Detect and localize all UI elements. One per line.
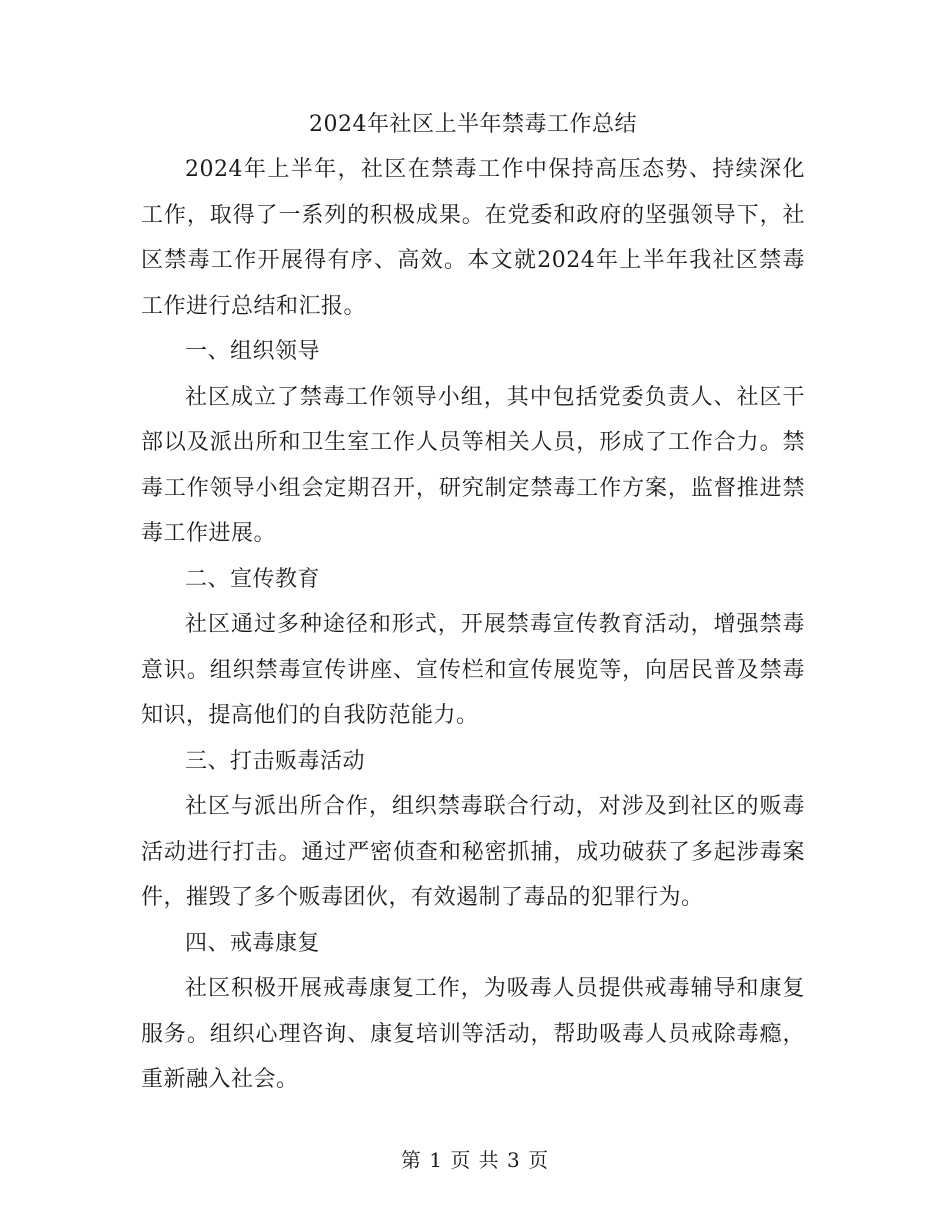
document-title: 2024年社区上半年禁毒工作总结 [309, 112, 637, 137]
section-heading-organization: 一、组织领导 [185, 339, 321, 364]
intro-paragraph: 2024年上半年，社区在禁毒工作中保持高压态势、持续深化工作，取得了一系列的积极成果。在党委和政府的坚强领导下，社区禁毒工作开展得有序、高效。本文就2024年上半年我社区禁毒工作进行总结和汇报。 [141, 157, 805, 319]
section-heading-publicity: 二、宣传教育 [185, 566, 321, 592]
section-paragraph-publicity: 社区通过多种途径和形式，开展禁毒宣传教育活动，增强禁毒意识。组织禁毒宣传讲座、宣传栏和宣传展览等，向居民普及禁毒知识，提高他们的自我防范能力。 [141, 612, 805, 728]
section-heading-crackdown: 三、打击贩毒活动 [185, 748, 366, 774]
document-body [141, 102, 805, 1103]
page-number-footer: 第 1 页 共 3 页 [400, 1148, 550, 1172]
section-paragraph-organization: 社区成立了禁毒工作领导小组，其中包括党委负责人、社区干部以及派出所和卫生室工作人员等相关人员，形成了工作合力。禁毒工作领导小组会定期召开，研究制定禁毒工作方案，监督推进禁毒工作进展。 [141, 384, 805, 546]
section-paragraph-rehabilitation: 社区积极开展戒毒康复工作，为吸毒人员提供戒毒辅导和康复服务。组织心理咨询、康复培训等活动，帮助吸毒人员戒除毒瘾，重新融入社会。 [141, 976, 805, 1092]
section-paragraph-crackdown: 社区与派出所合作，组织禁毒联合行动，对涉及到社区的贩毒活动进行打击。通过严密侦查和秘密抓捕，成功破获了多起涉毒案件，摧毁了多个贩毒团伙，有效遏制了毒品的犯罪行为。 [141, 794, 805, 910]
section-heading-rehabilitation: 四、戒毒康复 [185, 930, 321, 956]
